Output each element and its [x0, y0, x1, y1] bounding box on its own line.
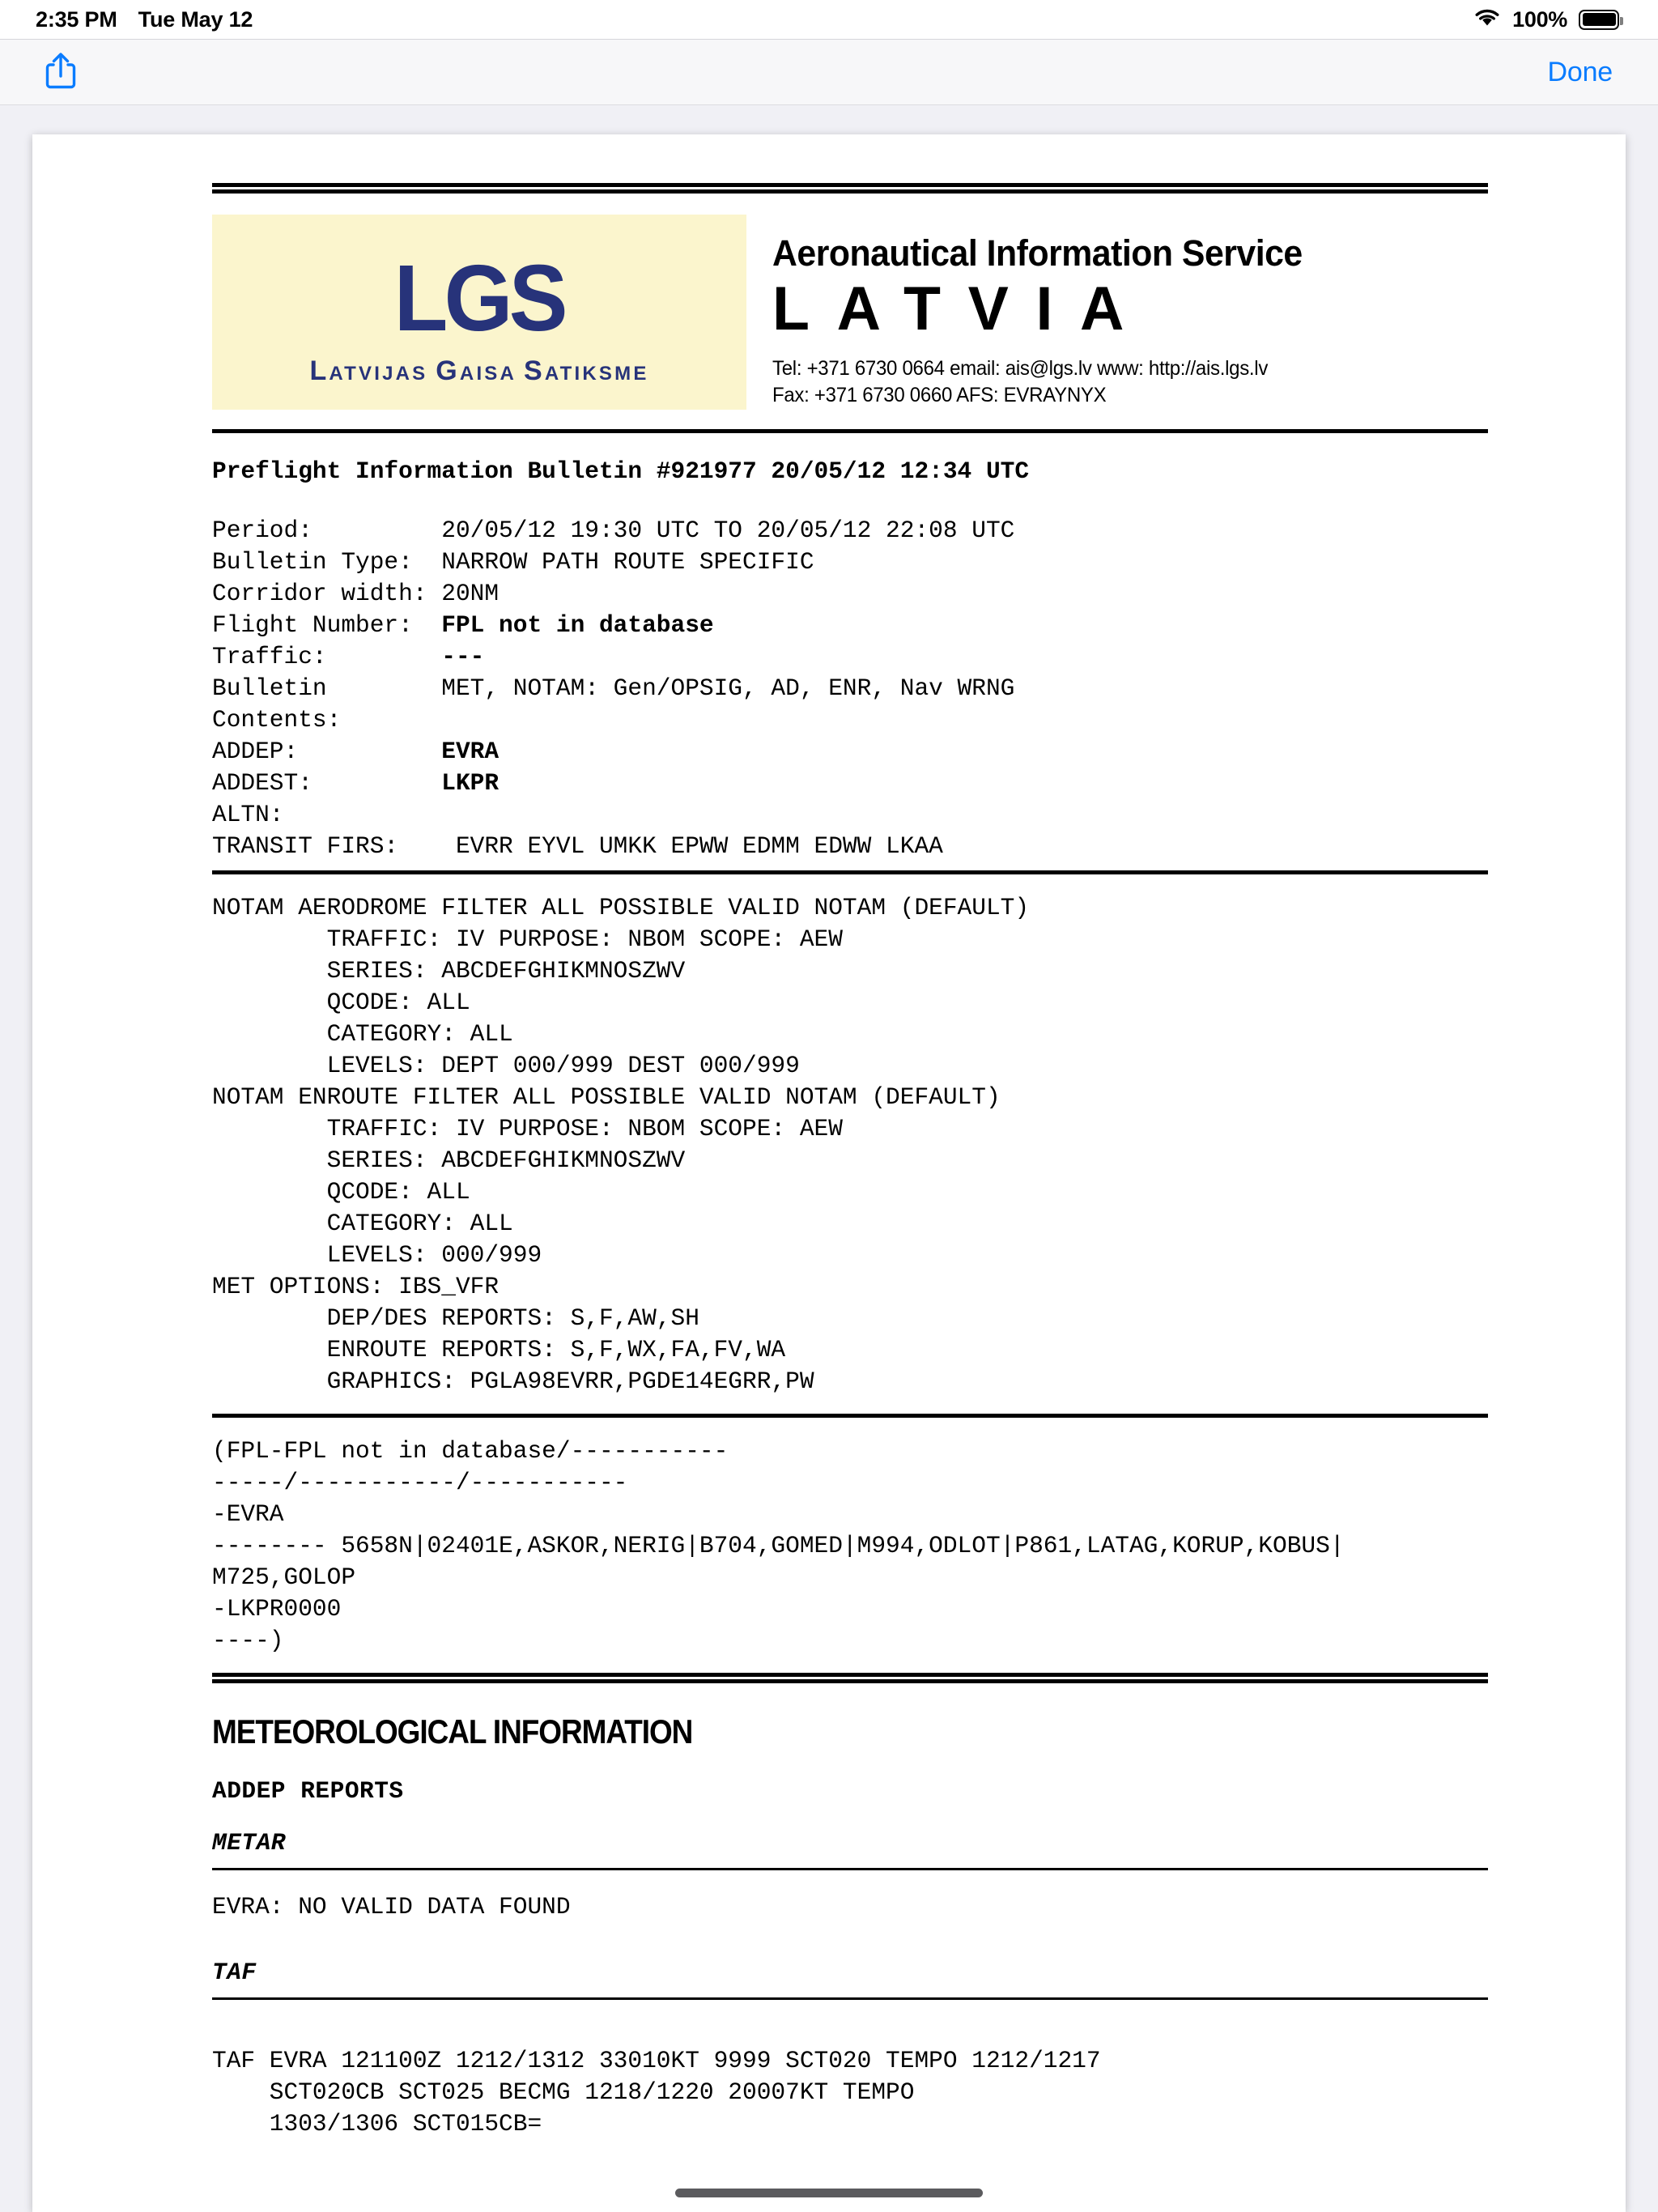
addep-reports-label: ADDEP REPORTS	[212, 1776, 404, 1805]
bulletin-field-label: Contents:	[212, 705, 442, 734]
filter-line: SERIES: ABCDEFGHIKMNOSZWV	[212, 1146, 686, 1174]
bulletin-field-label: Period:	[212, 516, 442, 544]
battery-full-icon	[1579, 10, 1619, 30]
taf-label: TAF	[212, 1958, 257, 1986]
flight-plan-line: -EVRA	[212, 1499, 284, 1528]
bulletin-field-value: MET, NOTAM: Gen/OPSIG, AD, ENR, Nav WRNG	[441, 674, 1015, 702]
taf-rule	[212, 1997, 1488, 2000]
bulletin-field-label: TRANSIT FIRS:	[212, 832, 442, 860]
battery-percent-label: 100%	[1512, 6, 1567, 32]
flight-plan-line: -------- 5658N|02401E,ASKOR,NERIG|B704,GOMED|M994,ODLOT|P861,LATAG,KORUP,KOBUS|	[212, 1531, 1345, 1559]
filter-line: CATEGORY: ALL	[212, 1019, 513, 1048]
bulletin-field-value: 20NM	[441, 579, 500, 607]
bulletin-field-label: Corridor width:	[212, 579, 442, 607]
bulletin-field-value: FPL not in database	[441, 610, 714, 639]
filter-line: LEVELS: 000/999	[212, 1240, 542, 1269]
share-icon	[45, 50, 77, 95]
filter-line: NOTAM AERODROME FILTER ALL POSSIBLE VALID NOTAM (DEFAULT)	[212, 893, 1030, 921]
taf-body	[212, 2045, 1488, 2140]
flight-plan-line: -----/-----------/-----------	[212, 1468, 628, 1496]
header-top-rule	[212, 183, 1488, 194]
notam-filters-block	[212, 874, 1488, 1414]
bulletin-fields	[212, 515, 1488, 862]
flight-plan-line: M725,GOLOP	[212, 1563, 356, 1591]
bulletin-field-label: ADDEST:	[212, 768, 442, 797]
bulletin-field-label: Bulletin Type:	[212, 547, 442, 576]
filter-line: SERIES: ABCDEFGHIKMNOSZWV	[212, 956, 686, 985]
lgs-logo	[212, 215, 746, 410]
bulletin-field-label: ADDEP:	[212, 737, 442, 765]
lgs-logo-subtitle: LATVIJAS GAISA SATIKSME	[309, 355, 649, 386]
share-button[interactable]	[39, 48, 83, 96]
flight-plan-block	[212, 1418, 1488, 1673]
metar-label: METAR	[212, 1828, 287, 1857]
bulletin-title: Preflight Information Bulletin #921977 20/05/12 12:34 UTC	[212, 457, 1030, 485]
ais-contact-line-1: Tel: +371 6730 0664 email: ais@lgs.lv www: http://ais.lgs.lv	[772, 357, 1269, 381]
bulletin-field-label: Traffic:	[212, 642, 442, 670]
taf-line: TAF EVRA 121100Z 1212/1312 33010KT 9999 SCT020 TEMPO 1212/1217	[212, 2046, 1101, 2074]
flight-plan-line: ----)	[212, 1626, 284, 1654]
filter-line: TRAFFIC: IV PURPOSE: NBOM SCOPE: AEW	[212, 1114, 843, 1142]
bulletin-field-row	[212, 799, 1488, 831]
ais-contact-line-2: Fax: +371 6730 0660 AFS: EVRAYNYX	[772, 384, 1107, 407]
bulletin-field-value: ---	[441, 642, 485, 670]
bulletin-field-row	[212, 578, 1488, 610]
ais-service-title: Aeronautical Information Service	[772, 232, 1303, 274]
met-top-rule	[212, 1673, 1488, 1683]
status-bar-right	[1473, 6, 1619, 33]
ais-block	[746, 215, 1488, 410]
met-section-heading: METEOROLOGICAL INFORMATION	[212, 1712, 693, 1750]
bulletin-field-value: NARROW PATH ROUTE SPECIFIC	[441, 547, 814, 576]
ais-country: LATVIA	[772, 274, 1152, 343]
home-indicator	[675, 2189, 983, 2197]
bulletin-field-value: LKPR	[441, 768, 500, 797]
bulletin-field-row	[212, 641, 1488, 673]
bulletin-field-row	[212, 704, 1488, 736]
filter-line: QCODE: ALL	[212, 1177, 470, 1206]
done-button[interactable]: Done	[1547, 56, 1613, 87]
bulletin-field-row	[212, 736, 1488, 768]
filter-line: GRAPHICS: PGLA98EVRR,PGDE14EGRR,PW	[212, 1367, 814, 1395]
pdf-page	[32, 134, 1626, 2212]
document-toolbar	[0, 39, 1658, 105]
pdf-scroll-view[interactable]	[0, 105, 1658, 2212]
filter-line: QCODE: ALL	[212, 988, 470, 1016]
filter-line: MET OPTIONS: IBS_VFR	[212, 1272, 500, 1300]
bulletin-field-row	[212, 768, 1488, 799]
status-bar-left	[36, 7, 253, 32]
bulletin-field-label: Bulletin	[212, 674, 442, 702]
bulletin-field-row	[212, 515, 1488, 547]
bulletin-field-row	[212, 610, 1488, 641]
ios-status-bar	[0, 0, 1658, 39]
taf-line: 1303/1306 SCT015CB=	[212, 2109, 542, 2138]
status-bar-time: 2:35 PM	[36, 6, 117, 32]
bulletin-field-label: ALTN:	[212, 800, 442, 828]
lgs-logo-text: LGS	[393, 245, 565, 351]
flight-plan-line: -LKPR0000	[212, 1594, 342, 1623]
filter-line: CATEGORY: ALL	[212, 1209, 513, 1237]
bulletin-field-value: EVRR EYVL UMKK EPWW EDMM EDWW LKAA	[441, 832, 943, 860]
bulletin-field-row	[212, 831, 1488, 862]
metar-rule	[212, 1868, 1488, 1870]
wifi-icon	[1473, 6, 1501, 33]
filter-line: NOTAM ENROUTE FILTER ALL POSSIBLE VALID NOTAM (DEFAULT)	[212, 1083, 1001, 1111]
metar-body: EVRA: NO VALID DATA FOUND	[212, 1892, 571, 1921]
filter-line: DEP/DES REPORTS: S,F,AW,SH	[212, 1304, 699, 1332]
filter-line: LEVELS: DEPT 000/999 DEST 000/999	[212, 1051, 800, 1079]
status-bar-date: Tue May 12	[138, 6, 253, 32]
page-content	[32, 183, 1626, 2140]
bulletin-field-value: EVRA	[441, 737, 500, 765]
filter-line: TRAFFIC: IV PURPOSE: NBOM SCOPE: AEW	[212, 925, 843, 953]
filter-line: ENROUTE REPORTS: S,F,WX,FA,FV,WA	[212, 1335, 786, 1363]
bulletin-field-label: Flight Number:	[212, 610, 442, 639]
bulletin-field-value: 20/05/12 19:30 UTC TO 20/05/12 22:08 UTC	[441, 516, 1015, 544]
bulletin-field-row	[212, 673, 1488, 704]
flight-plan-line: (FPL-FPL not in database/-----------	[212, 1436, 729, 1465]
letterhead	[212, 215, 1488, 410]
header-bottom-rule	[212, 429, 1488, 433]
bulletin-field-row	[212, 547, 1488, 578]
taf-line: SCT020CB SCT025 BECMG 1218/1220 20007KT TEMPO	[212, 2078, 915, 2106]
